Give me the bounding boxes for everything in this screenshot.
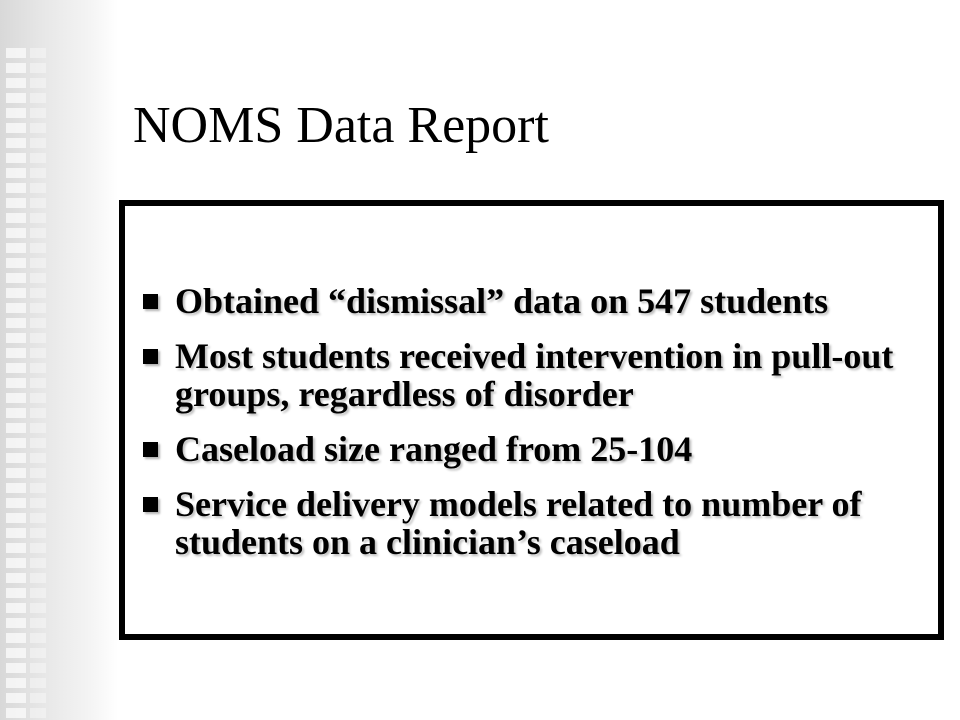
decorative-square-pattern <box>6 48 26 720</box>
bullet-list <box>125 282 938 578</box>
square-bullet-icon <box>143 294 158 309</box>
bullet-text: Most students received intervention in pull-out groups, regardless of disorder <box>175 336 894 414</box>
square-bullet-icon <box>143 497 158 512</box>
slide-title: NOMS Data Report <box>133 97 549 154</box>
bullet-item-caseload-size <box>125 430 938 468</box>
bullet-item-service-delivery <box>125 485 938 561</box>
bullet-item-dismissal-data <box>125 282 938 320</box>
bullet-item-pull-out-groups <box>125 337 938 413</box>
content-box <box>119 200 944 640</box>
bullet-text: Obtained “dismissal” data on 547 students <box>175 281 829 321</box>
square-bullet-icon <box>143 442 158 457</box>
decorative-side-band <box>0 0 118 720</box>
bullet-text: Caseload size ranged from 25-104 <box>175 429 693 469</box>
bullet-text: Service delivery models related to number of students on a clinician’s caseload <box>175 484 862 562</box>
square-bullet-icon <box>143 349 158 364</box>
decorative-square-pattern-faded <box>30 48 46 720</box>
